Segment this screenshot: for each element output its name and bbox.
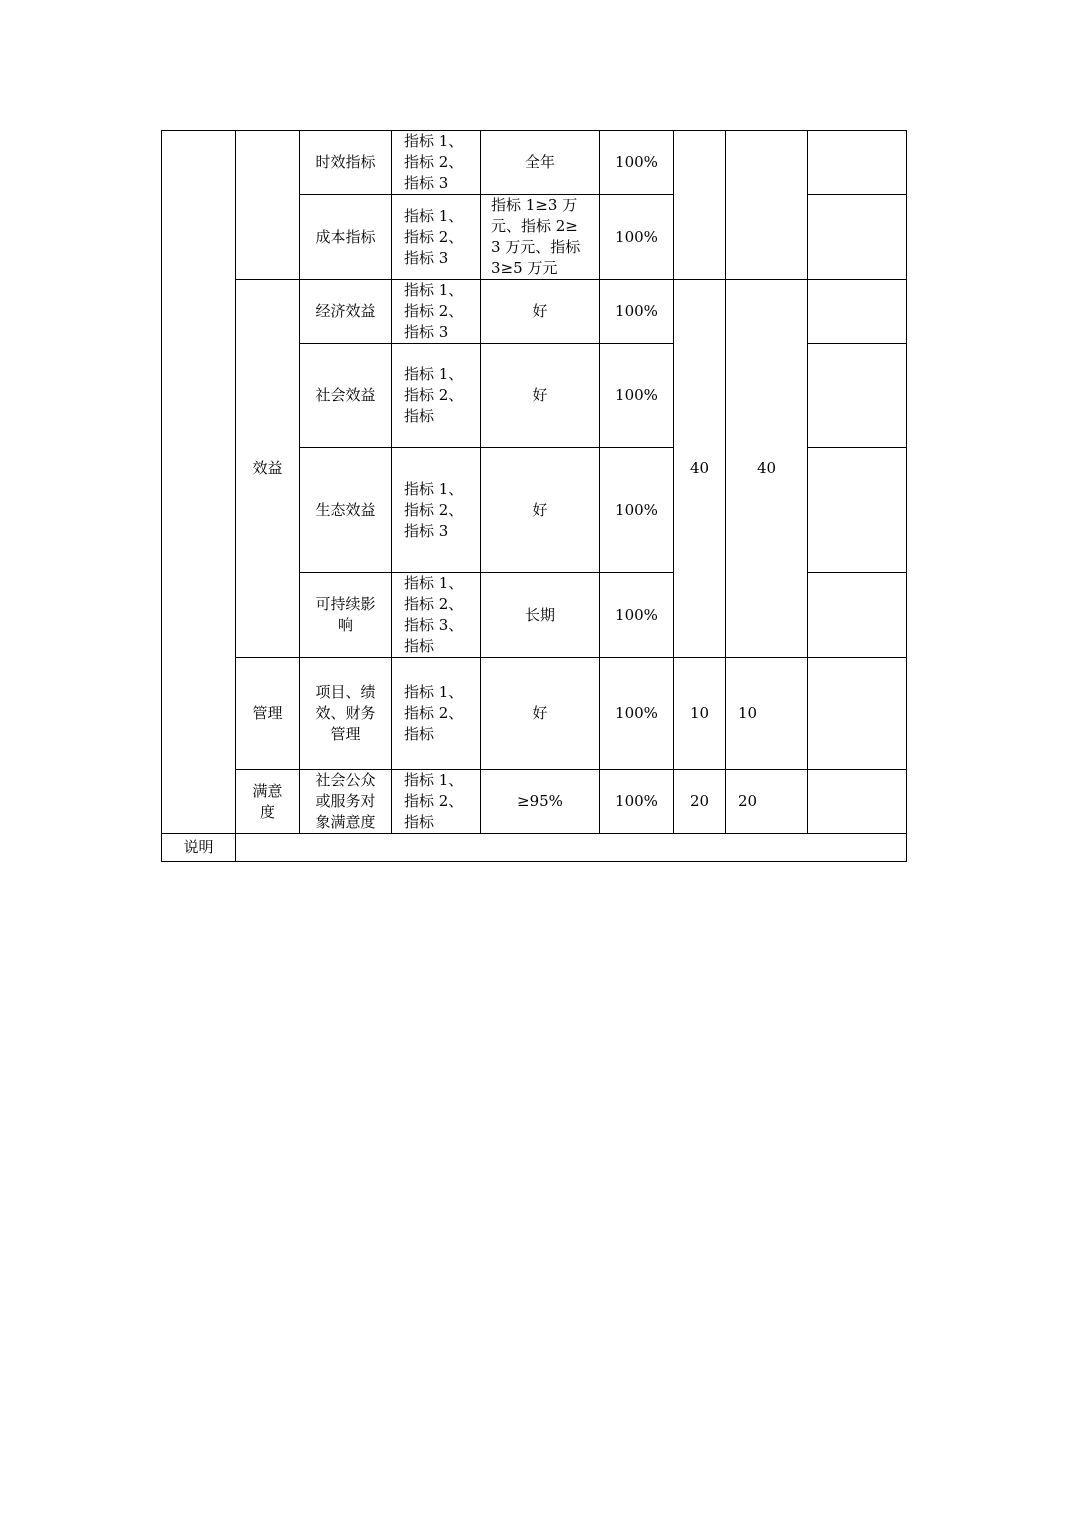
note-label: 说明 [162,834,236,862]
remark-cell [808,573,907,658]
indicator-items: 指标 1、 指标 2、 指标 3 [392,280,481,344]
indicator-name: 经济效益 [300,280,392,344]
indicator-name: 社会效益 [300,344,392,448]
remark-cell [808,131,907,195]
indicator-name: 时效指标 [300,131,392,195]
remark-cell [808,448,907,573]
indicator-items: 指标 1、 指标 2、 指标 [392,344,481,448]
remark-cell [808,770,907,834]
indicator-target: 好 [481,280,600,344]
output-category-cell [236,131,300,280]
indicator-target: ≥95% [481,770,600,834]
score-cell [674,131,726,280]
indicator-target: 好 [481,658,600,770]
indicator-weight: 100% [600,344,674,448]
table-row [162,280,907,344]
satisfaction-score: 20 [674,770,726,834]
indicator-items: 指标 1、 指标 2、 指标 [392,770,481,834]
benefit-category: 效益 [236,280,300,658]
indicator-target: 好 [481,344,600,448]
indicator-name: 成本指标 [300,195,392,280]
indicator-name: 社会公众 或服务对 象满意度 [300,770,392,834]
indicator-weight: 100% [600,770,674,834]
indicator-items: 指标 1、 指标 2、 指标 3 [392,131,481,195]
indicator-name: 生态效益 [300,448,392,573]
remark-cell [808,195,907,280]
level1-category-cell [162,131,236,834]
indicator-target: 全年 [481,131,600,195]
indicator-target: 好 [481,448,600,573]
indicator-items: 指标 1、 指标 2、 指标 3、 指标 [392,573,481,658]
benefit-actual-score: 40 [726,280,808,658]
indicator-name: 可持续影 响 [300,573,392,658]
remark-cell [808,280,907,344]
table-row [162,658,907,770]
table-row [162,131,907,195]
indicator-weight: 100% [600,448,674,573]
table-row [162,770,907,834]
indicator-target: 指标 1≥3 万 元、指标 2≥ 3 万元、指标 3≥5 万元 [481,195,600,280]
satisfaction-category: 满意 度 [236,770,300,834]
remark-cell [808,344,907,448]
indicator-items: 指标 1、 指标 2、 指标 3 [392,195,481,280]
indicator-weight: 100% [600,131,674,195]
note-row [162,834,907,862]
indicator-weight: 100% [600,573,674,658]
indicator-weight: 100% [600,280,674,344]
indicator-weight: 100% [600,195,674,280]
indicator-weight: 100% [600,658,674,770]
indicator-target: 长期 [481,573,600,658]
indicator-name: 项目、绩 效、财务 管理 [300,658,392,770]
benefit-score: 40 [674,280,726,658]
performance-table [161,130,907,862]
indicator-items: 指标 1、 指标 2、 指标 [392,658,481,770]
note-value [236,834,907,862]
actual-score-cell [726,131,808,280]
management-category: 管理 [236,658,300,770]
management-actual-score: 10 [726,658,808,770]
satisfaction-actual-score: 20 [726,770,808,834]
management-score: 10 [674,658,726,770]
remark-cell [808,658,907,770]
indicator-items: 指标 1、 指标 2、 指标 3 [392,448,481,573]
